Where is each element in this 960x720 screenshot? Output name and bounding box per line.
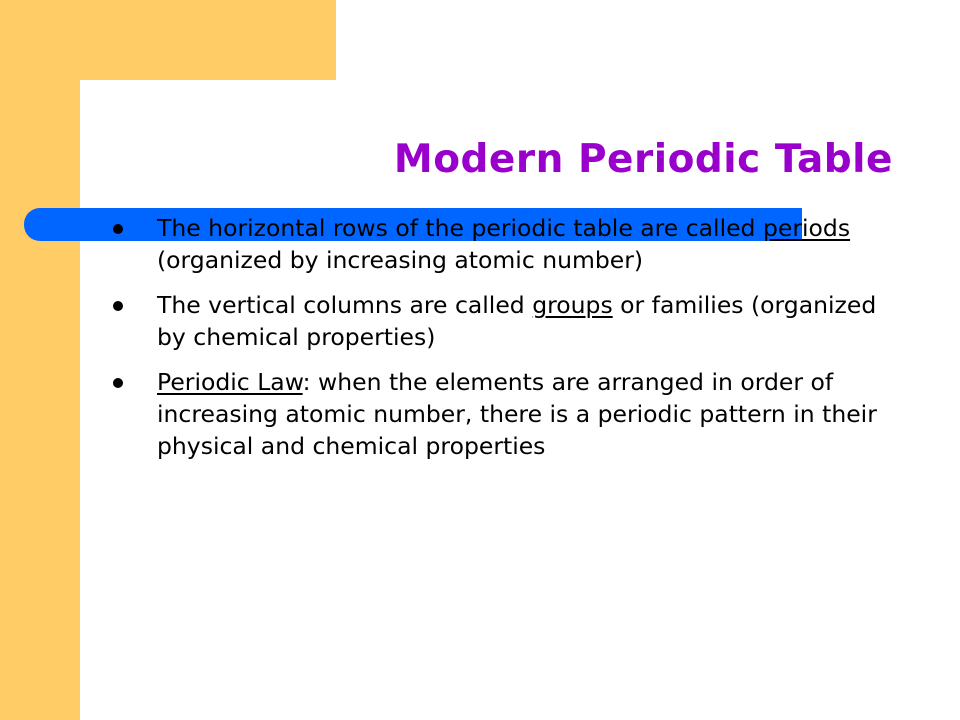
bullet-term: groups [532, 291, 613, 319]
slide-title: Modern Periodic Table [393, 137, 893, 182]
bullet-text: The vertical columns are called [157, 291, 533, 319]
bullet-term: periods [762, 214, 851, 242]
bullet-text: or families (organized by chemical properties) [157, 291, 877, 351]
bullet-text: : when the elements are arranged in order of increasing atomic number, there is a periodic pattern in their physical and chemical properties [157, 368, 877, 460]
bullet-term: Periodic Law [157, 368, 303, 396]
accent-left-strip [0, 0, 80, 720]
accent-top-block [80, 0, 336, 80]
bullet-dot-icon [113, 301, 123, 311]
bullet-dot-icon [113, 378, 123, 388]
bullet-text: (organized by increasing atomic number) [157, 246, 644, 274]
bullet-list [110, 212, 910, 475]
bullet-item-periods [110, 212, 910, 276]
bullet-item-periodic-law [110, 366, 910, 462]
bullet-dot-icon [113, 224, 123, 234]
bullet-item-groups [110, 289, 910, 353]
bullet-text: The horizontal rows of the periodic table are called [157, 214, 763, 242]
